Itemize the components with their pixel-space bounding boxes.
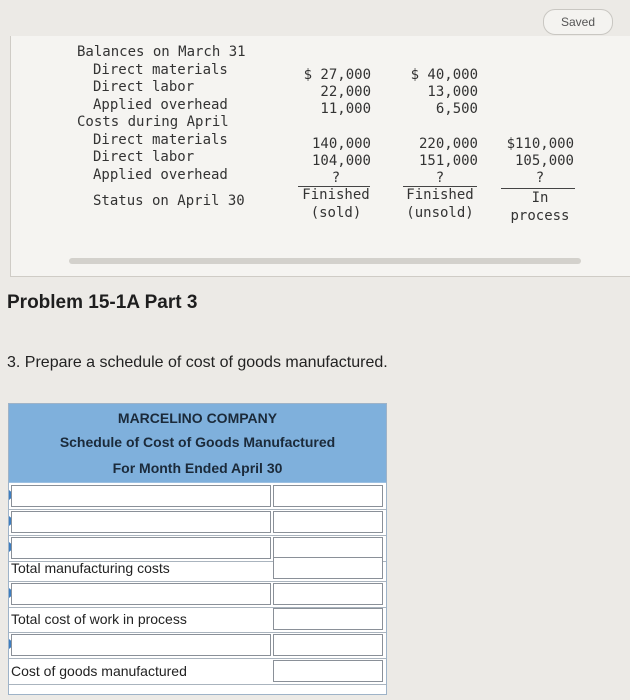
col1-overhead-apr: ? <box>331 170 341 186</box>
col3-materials-apr: $110,000 <box>506 136 574 152</box>
cogm-schedule-table <box>8 403 387 695</box>
col1-status-2: (sold) <box>310 205 362 221</box>
header-period: For Month Ended April 30 <box>9 454 386 483</box>
label-direct-labor-1: Direct labor <box>93 79 195 95</box>
table-row-cogm <box>9 658 386 685</box>
col1-status-1: Finished <box>302 187 370 203</box>
saved-status-badge: Saved <box>543 9 613 35</box>
account-input-1[interactable] <box>11 485 271 507</box>
label-direct-materials-2: Direct materials <box>93 132 228 148</box>
horizontal-scrollbar[interactable] <box>69 258 581 264</box>
cost-of-goods-manufactured-input[interactable] <box>273 660 383 682</box>
cost-of-goods-manufactured-label: Cost of goods manufactured <box>11 663 187 679</box>
col3-overhead-apr: ? <box>535 170 545 186</box>
total-cost-wip-label: Total cost of work in process <box>11 611 187 627</box>
label-status-april: Status on April 30 <box>93 193 245 209</box>
label-direct-labor-2: Direct labor <box>93 149 195 165</box>
col2-overhead-mar: 6,500 <box>435 101 478 117</box>
total-manufacturing-costs-input[interactable] <box>273 557 383 579</box>
table-row <box>9 509 386 536</box>
given-data-panel <box>10 36 630 277</box>
amount-input-4[interactable] <box>273 583 383 605</box>
label-applied-overhead-1: Applied overhead <box>93 97 228 113</box>
account-input-5[interactable] <box>11 634 271 656</box>
amount-input-5[interactable] <box>273 634 383 656</box>
col3-status-1: In <box>531 190 549 206</box>
col1-materials-apr: 140,000 <box>311 136 371 152</box>
problem-title: Problem 15-1A Part 3 <box>7 292 198 313</box>
amount-input-2[interactable] <box>273 511 383 533</box>
table-row <box>9 632 386 659</box>
col2-status-1: Finished <box>406 187 474 203</box>
header-schedule-name: Schedule of Cost of Goods Manufactured <box>9 428 386 457</box>
problem-instruction: 3. Prepare a schedule of cost of goods manufactured. <box>7 354 388 371</box>
total-cost-wip-input[interactable] <box>273 608 383 630</box>
col1-labor-mar: 22,000 <box>320 84 371 100</box>
col2-materials-apr: 220,000 <box>418 136 478 152</box>
col1-materials-mar: $ 27,000 <box>303 67 371 83</box>
col2-labor-apr: 151,000 <box>418 153 478 169</box>
account-input-2[interactable] <box>11 511 271 533</box>
account-input-4[interactable] <box>11 583 271 605</box>
col3-labor-apr: 105,000 <box>514 153 574 169</box>
label-costs-april: Costs during April <box>77 114 229 130</box>
label-applied-overhead-2: Applied overhead <box>93 167 228 183</box>
header-company: MARCELINO COMPANY <box>9 404 386 433</box>
label-balances-march: Balances on March 31 <box>77 44 246 60</box>
col1-labor-apr: 104,000 <box>311 153 371 169</box>
col3-status-2: process <box>510 208 570 224</box>
col2-labor-mar: 13,000 <box>427 84 478 100</box>
col2-status-2: (unsold) <box>406 205 474 221</box>
col2-overhead-apr: ? <box>435 170 445 186</box>
label-direct-materials-1: Direct materials <box>93 62 228 78</box>
table-row <box>9 581 386 608</box>
table-row-total-wip <box>9 606 386 633</box>
amount-input-1[interactable] <box>273 485 383 507</box>
table-row <box>9 483 386 510</box>
col2-materials-mar: $ 40,000 <box>410 67 478 83</box>
total-manufacturing-costs-label: Total manufacturing costs <box>11 560 170 576</box>
table-row-total-mfg <box>9 555 386 582</box>
col3-underline <box>501 188 575 189</box>
col1-overhead-mar: 11,000 <box>320 101 371 117</box>
